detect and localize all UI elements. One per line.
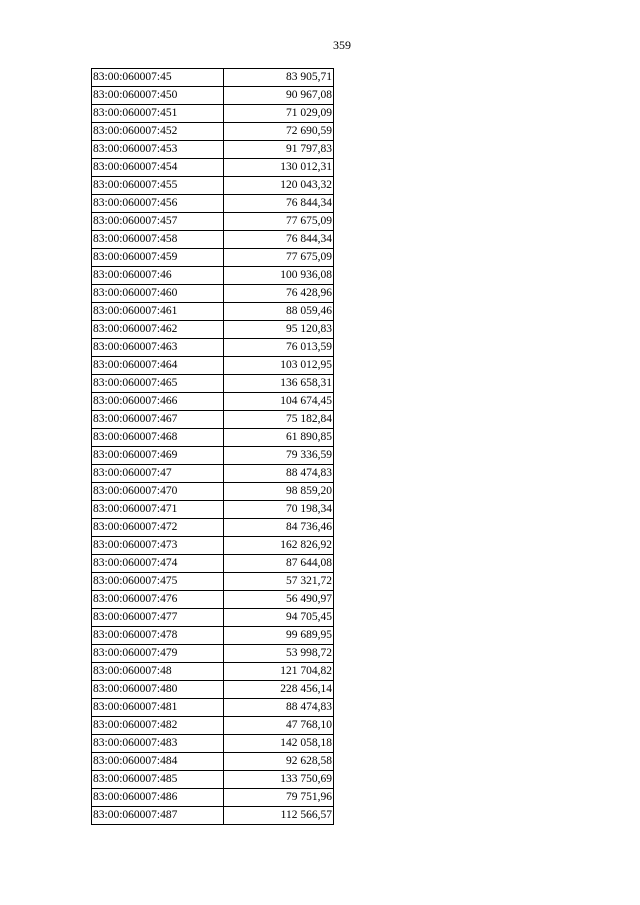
value-cell: 103 012,95 (224, 357, 334, 375)
value-cell: 104 674,45 (224, 393, 334, 411)
table-row (92, 249, 334, 267)
table-row (92, 123, 334, 141)
value-cell: 130 012,31 (224, 159, 334, 177)
cadastral-number-cell: 83:00:060007:474 (92, 555, 224, 573)
table-row (92, 177, 334, 195)
table-row (92, 213, 334, 231)
value-cell: 88 474,83 (224, 699, 334, 717)
value-cell: 83 905,71 (224, 69, 334, 87)
table-row (92, 87, 334, 105)
table-row (92, 285, 334, 303)
value-cell: 72 690,59 (224, 123, 334, 141)
cadastral-number-cell: 83:00:060007:473 (92, 537, 224, 555)
cadastral-number-cell: 83:00:060007:468 (92, 429, 224, 447)
cadastral-number-cell: 83:00:060007:48 (92, 663, 224, 681)
cadastral-number-cell: 83:00:060007:486 (92, 789, 224, 807)
cadastral-number-cell: 83:00:060007:464 (92, 357, 224, 375)
cadastral-number-cell: 83:00:060007:466 (92, 393, 224, 411)
value-cell: 70 198,34 (224, 501, 334, 519)
value-cell: 84 736,46 (224, 519, 334, 537)
table-row (92, 105, 334, 123)
value-cell: 76 013,59 (224, 339, 334, 357)
table-row (92, 753, 334, 771)
cadastral-number-cell: 83:00:060007:450 (92, 87, 224, 105)
cadastral-number-cell: 83:00:060007:456 (92, 195, 224, 213)
cadastral-number-cell: 83:00:060007:47 (92, 465, 224, 483)
value-cell: 76 428,96 (224, 285, 334, 303)
value-cell: 100 936,08 (224, 267, 334, 285)
cadastral-number-cell: 83:00:060007:453 (92, 141, 224, 159)
cadastral-number-cell: 83:00:060007:484 (92, 753, 224, 771)
value-cell: 56 490,97 (224, 591, 334, 609)
table-body (92, 69, 334, 825)
value-cell: 99 689,95 (224, 627, 334, 645)
cadastral-number-cell: 83:00:060007:478 (92, 627, 224, 645)
value-cell: 53 998,72 (224, 645, 334, 663)
cadastral-number-cell: 83:00:060007:476 (92, 591, 224, 609)
table-row (92, 231, 334, 249)
cadastral-number-cell: 83:00:060007:481 (92, 699, 224, 717)
cadastral-number-cell: 83:00:060007:485 (92, 771, 224, 789)
table-row (92, 375, 334, 393)
value-cell: 142 058,18 (224, 735, 334, 753)
cadastral-number-cell: 83:00:060007:460 (92, 285, 224, 303)
table-row (92, 357, 334, 375)
value-cell: 77 675,09 (224, 213, 334, 231)
value-cell: 121 704,82 (224, 663, 334, 681)
value-cell: 71 029,09 (224, 105, 334, 123)
value-cell: 91 797,83 (224, 141, 334, 159)
value-cell: 98 859,20 (224, 483, 334, 501)
cadastral-number-cell: 83:00:060007:465 (92, 375, 224, 393)
table-row (92, 501, 334, 519)
value-cell: 76 844,34 (224, 231, 334, 249)
value-cell: 77 675,09 (224, 249, 334, 267)
cadastral-number-cell: 83:00:060007:455 (92, 177, 224, 195)
table-row (92, 771, 334, 789)
value-cell: 88 474,83 (224, 465, 334, 483)
value-cell: 95 120,83 (224, 321, 334, 339)
cadastral-number-cell: 83:00:060007:462 (92, 321, 224, 339)
cadastral-number-cell: 83:00:060007:451 (92, 105, 224, 123)
table-row (92, 537, 334, 555)
cadastral-number-cell: 83:00:060007:46 (92, 267, 224, 285)
cadastral-number-cell: 83:00:060007:469 (92, 447, 224, 465)
cadastral-number-cell: 83:00:060007:457 (92, 213, 224, 231)
table-row (92, 807, 334, 825)
table-row (92, 681, 334, 699)
cadastral-number-cell: 83:00:060007:487 (92, 807, 224, 825)
value-cell: 112 566,57 (224, 807, 334, 825)
table-row (92, 465, 334, 483)
page-number: 359 (333, 38, 351, 52)
table-row (92, 447, 334, 465)
cadastral-number-cell: 83:00:060007:470 (92, 483, 224, 501)
table-row (92, 303, 334, 321)
value-cell: 47 768,10 (224, 717, 334, 735)
table-row (92, 645, 334, 663)
table-row (92, 159, 334, 177)
table-row (92, 555, 334, 573)
value-cell: 87 644,08 (224, 555, 334, 573)
value-cell: 79 336,59 (224, 447, 334, 465)
table-row (92, 429, 334, 447)
value-cell: 120 043,32 (224, 177, 334, 195)
cadastral-value-table (91, 68, 334, 825)
table-row (92, 411, 334, 429)
cadastral-number-cell: 83:00:060007:463 (92, 339, 224, 357)
value-cell: 133 750,69 (224, 771, 334, 789)
cadastral-number-cell: 83:00:060007:472 (92, 519, 224, 537)
value-cell: 92 628,58 (224, 753, 334, 771)
table-row (92, 789, 334, 807)
cadastral-number-cell: 83:00:060007:483 (92, 735, 224, 753)
cadastral-number-cell: 83:00:060007:452 (92, 123, 224, 141)
table-row (92, 267, 334, 285)
value-cell: 90 967,08 (224, 87, 334, 105)
value-cell: 61 890,85 (224, 429, 334, 447)
table-row (92, 735, 334, 753)
table-row (92, 609, 334, 627)
table-row (92, 591, 334, 609)
cadastral-number-cell: 83:00:060007:467 (92, 411, 224, 429)
table-row (92, 195, 334, 213)
cadastral-number-cell: 83:00:060007:459 (92, 249, 224, 267)
table-row (92, 339, 334, 357)
table-row (92, 519, 334, 537)
cadastral-number-cell: 83:00:060007:479 (92, 645, 224, 663)
table-row (92, 717, 334, 735)
cadastral-number-cell: 83:00:060007:475 (92, 573, 224, 591)
value-cell: 136 658,31 (224, 375, 334, 393)
cadastral-number-cell: 83:00:060007:461 (92, 303, 224, 321)
cadastral-number-cell: 83:00:060007:480 (92, 681, 224, 699)
value-cell: 162 826,92 (224, 537, 334, 555)
table-row (92, 69, 334, 87)
cadastral-number-cell: 83:00:060007:477 (92, 609, 224, 627)
value-cell: 76 844,34 (224, 195, 334, 213)
value-cell: 75 182,84 (224, 411, 334, 429)
table-row (92, 573, 334, 591)
table-row (92, 141, 334, 159)
value-cell: 228 456,14 (224, 681, 334, 699)
table-row (92, 321, 334, 339)
table-row (92, 663, 334, 681)
cadastral-number-cell: 83:00:060007:458 (92, 231, 224, 249)
table-row (92, 627, 334, 645)
table-row (92, 699, 334, 717)
cadastral-number-cell: 83:00:060007:454 (92, 159, 224, 177)
table-row (92, 393, 334, 411)
cadastral-number-cell: 83:00:060007:482 (92, 717, 224, 735)
value-cell: 79 751,96 (224, 789, 334, 807)
table-row (92, 483, 334, 501)
cadastral-number-cell: 83:00:060007:45 (92, 69, 224, 87)
value-cell: 57 321,72 (224, 573, 334, 591)
cadastral-number-cell: 83:00:060007:471 (92, 501, 224, 519)
value-cell: 88 059,46 (224, 303, 334, 321)
value-cell: 94 705,45 (224, 609, 334, 627)
